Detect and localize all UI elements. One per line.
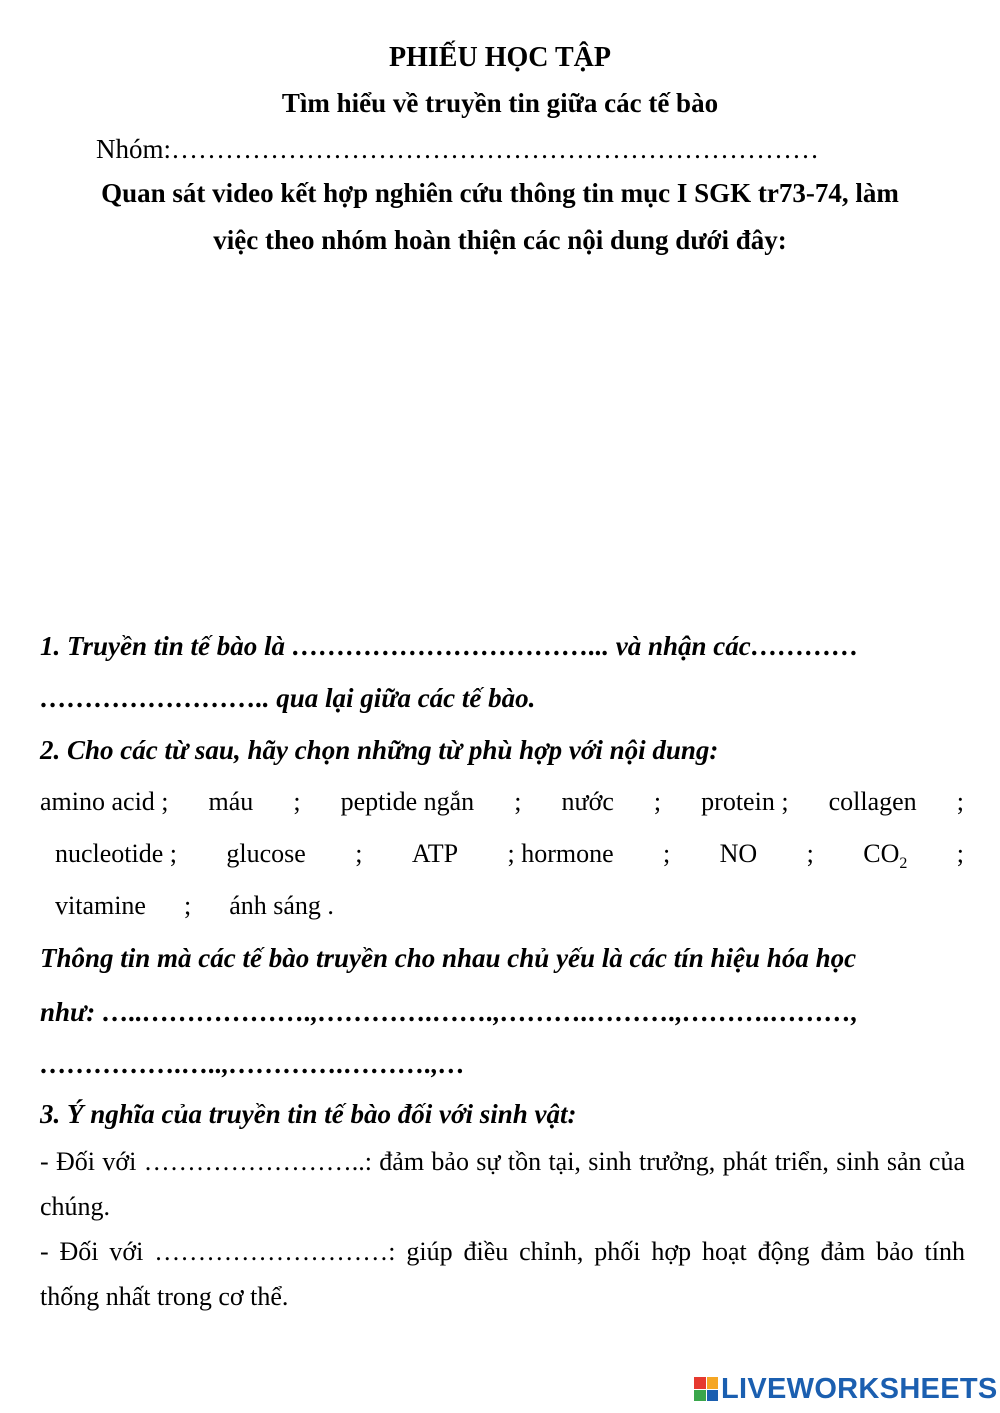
- liveworksheets-wordmark: LIVEWORKSHEETS: [721, 1372, 998, 1405]
- question-2-prompt-line-1: Thông tin mà các tế bào truyền cho nhau chủ yếu là các tín hiệu hóa học: [40, 943, 857, 973]
- word-mau: máu: [208, 787, 254, 816]
- word-nucleotide: nucleotide ;: [55, 839, 178, 868]
- question-3-title: 3. Ý nghĩa của truyền tin tế bào đối với sinh vật:: [40, 1099, 577, 1129]
- question-2-title: 2. Cho các từ sau, hãy chọn những từ phù hợp với nội dung:: [40, 735, 719, 765]
- word-anh-sang: ánh sáng .: [229, 891, 334, 920]
- separator: ;: [514, 787, 522, 816]
- separator: ;: [956, 839, 964, 868]
- question-3-item-1: - Đối với ……………………..: đảm bảo sự tồn tại, sinh trưởng, phát triển, sinh sản của chúng.: [40, 1147, 965, 1221]
- question-2-prompt-line-3: …………….…..,………….……….,…: [40, 1049, 466, 1079]
- separator: ;: [806, 839, 814, 868]
- word-amino-acid: amino acid ;: [40, 787, 169, 816]
- separator: ;: [293, 787, 301, 816]
- liveworksheets-mark-icon: [694, 1377, 718, 1401]
- word-no: NO: [719, 839, 758, 868]
- separator: ;: [183, 891, 192, 920]
- liveworksheets-logo: [694, 1374, 998, 1404]
- question-1-line-1: 1. Truyền tin tế bào là ……………………………... và nhận các…………: [40, 631, 859, 661]
- separator: ;: [653, 787, 662, 816]
- separator: ;: [355, 839, 363, 868]
- separator: ;: [663, 839, 671, 868]
- word-bank-row-1: [40, 787, 964, 817]
- word-vitamine: vitamine: [55, 891, 146, 920]
- word-glucose: glucose: [226, 839, 306, 868]
- instruction-line-2: việc theo nhóm hoàn thiện các nội dung dưới đây:: [213, 225, 787, 255]
- word-bank-row-2: [55, 839, 964, 873]
- question-3-item-2: - Đối với ………………………: giúp điều chỉnh, phối hợp hoạt động đảm bảo tính thống nhất trong cơ thể.: [40, 1237, 965, 1311]
- word-hormone: ; hormone: [507, 839, 614, 868]
- word-atp: ATP: [411, 839, 459, 868]
- word-peptide-ngan: peptide ngắn: [340, 787, 475, 816]
- worksheet-title: PHIẾU HỌC TẬP: [389, 42, 611, 73]
- worksheet-subtitle: Tìm hiểu về truyền tin giữa các tế bào: [281, 88, 719, 118]
- word-nuoc: nước: [561, 787, 614, 816]
- word-co2: $CO_2$: [863, 839, 908, 873]
- word-collagen: collagen: [828, 787, 917, 816]
- word-bank-row-3: [55, 891, 334, 921]
- group-name-line: Nhóm:………………………………………………………………: [96, 134, 820, 164]
- question-2-prompt-line-2: như: …..……………….,………….…….,……….……….,……….………,: [40, 997, 858, 1027]
- instruction-line-1: Quan sát video kết hợp nghiên cứu thông tin mục I SGK tr73-74, làm: [101, 178, 899, 208]
- question-1-line-2: …………………….. qua lại giữa các tế bào.: [40, 683, 536, 713]
- separator: ;: [956, 787, 964, 816]
- word-protein: protein ;: [701, 787, 789, 816]
